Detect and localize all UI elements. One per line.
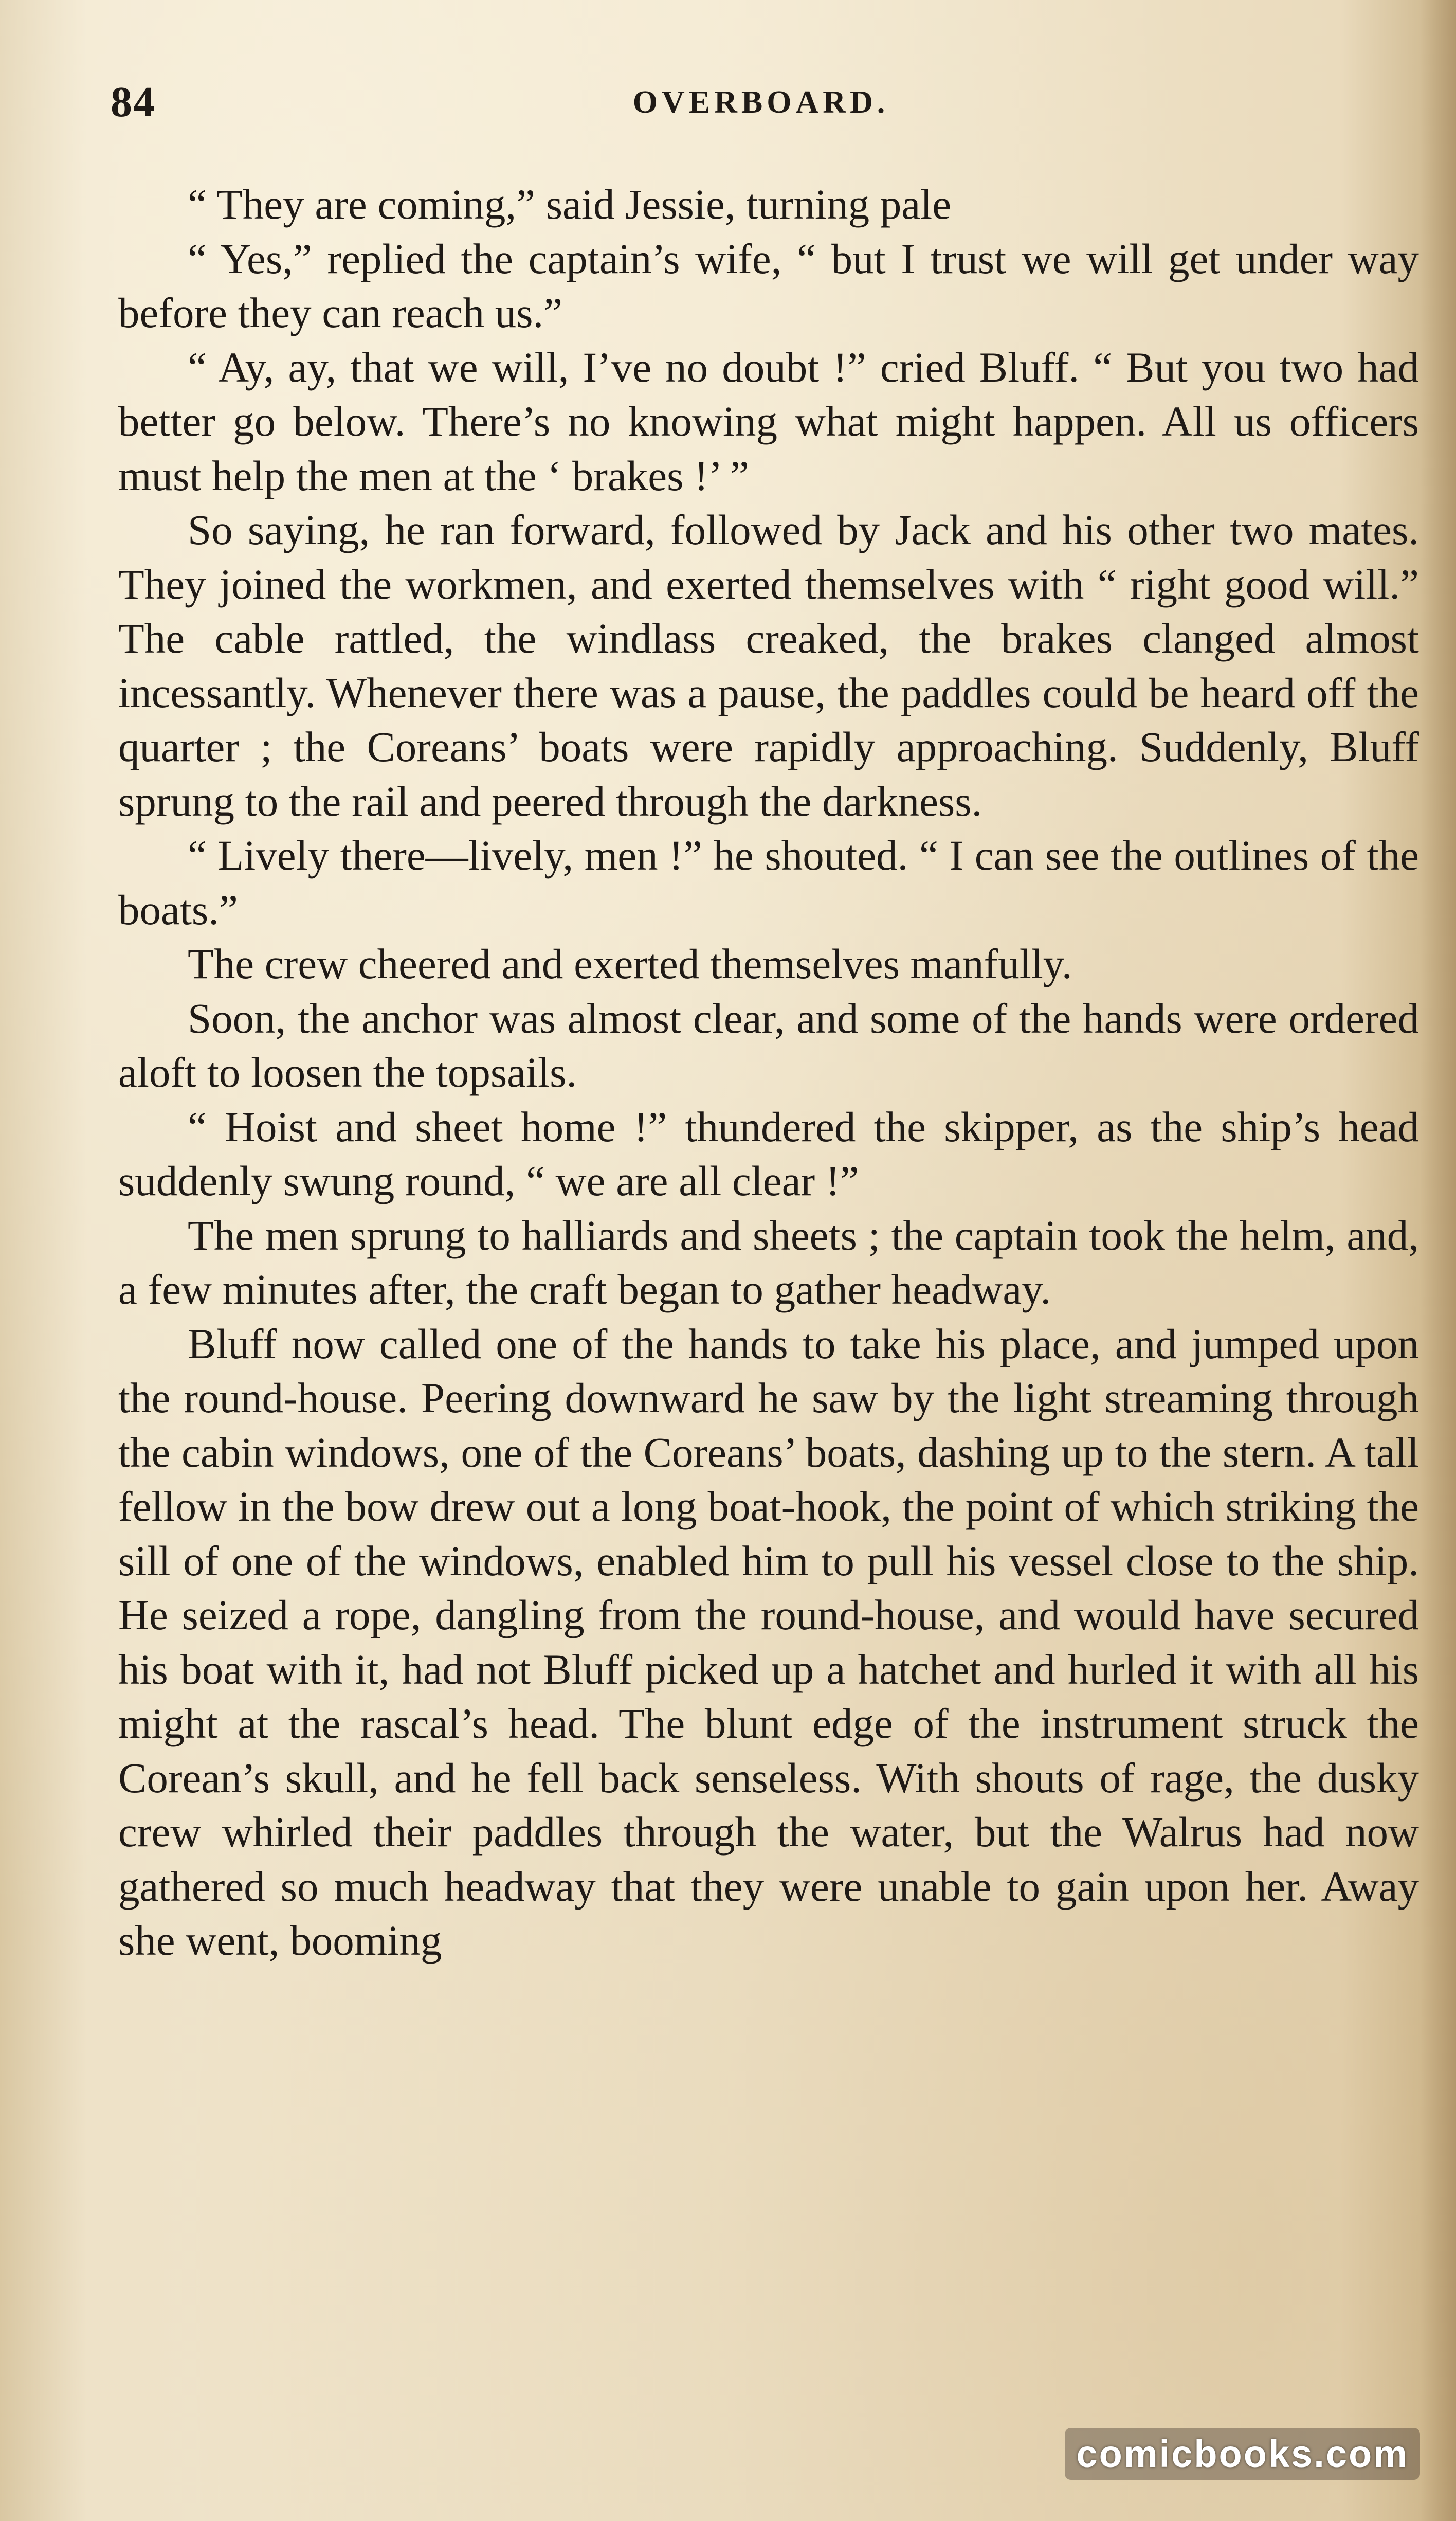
paragraph: The crew cheered and exerted themselves manfully.	[188, 940, 1072, 987]
watermark: comicbooks.com	[1065, 2428, 1420, 2480]
body-text	[118, 177, 1419, 1968]
page-header	[111, 77, 1411, 139]
paragraph: “ Ay, ay, that we will, I’ve no doubt !” cried Bluff. “ But you two had better go below. There’s no knowing what might happen. All us officers must help the men at the ‘ brakes !’ ”	[118, 343, 1419, 499]
paragraph: “ Yes,” replied the captain’s wife, “ but I trust we will get under way before they can reach us.”	[118, 235, 1419, 336]
paragraph: “ Hoist and sheet home !” thundered the skipper, as the ship’s head suddenly swung round, “ we are all clear !”	[118, 1103, 1419, 1204]
paragraph: So saying, he ran forward, followed by Jack and his other two mates. They joined the workmen, and exerted themselves with “ right good will.” The cable rattled, the windlass creaked, the brakes clanged almost incessantly. Whenever there was a pause, the paddles could be heard off the quarter ; the Coreans’ boats were rapidly approaching. Suddenly, Bluff sprung to the rail and peered through the darkness.	[118, 506, 1419, 825]
paragraph: Soon, the anchor was almost clear, and some of the hands were ordered aloft to loosen the topsails.	[118, 994, 1419, 1096]
paragraph: “ Lively there—lively, men !” he shouted. “ I can see the outlines of the boats.”	[118, 832, 1419, 933]
paragraph: “ They are coming,” said Jessie, turning pale	[188, 181, 952, 228]
page-number: 84	[111, 78, 156, 126]
running-head: OVERBOARD.	[632, 85, 889, 120]
paragraph: Bluff now called one of the hands to take his place, and jumped upon the round-house. Peering downward he saw by the light streaming through the cabin windows, one of the Coreans’ boats, dashing up to the stern. A tall fellow in the bow drew out a long boat-hook, the point of which striking the sill of one of the windows, enabled him to pull his vessel close to the ship. He seized a rope, dangling from the round-house, and would have secured his boat with it, had not Bluff picked up a hatchet and hurled it with all his might at the rascal’s head. The blunt edge of the instrument struck the Corean’s skull, and he fell back senseless. With shouts of rage, the dusky crew whirled their paddles through the water, but the Walrus had now gathered so much headway that they were unable to gain upon her. Away she went, booming	[118, 1320, 1419, 1964]
aged-page-edge	[1420, 0, 1456, 2521]
paragraph: The men sprung to halliards and sheets ; the captain took the helm, and, a few minutes after, the craft began to gather headway.	[118, 1211, 1419, 1313]
